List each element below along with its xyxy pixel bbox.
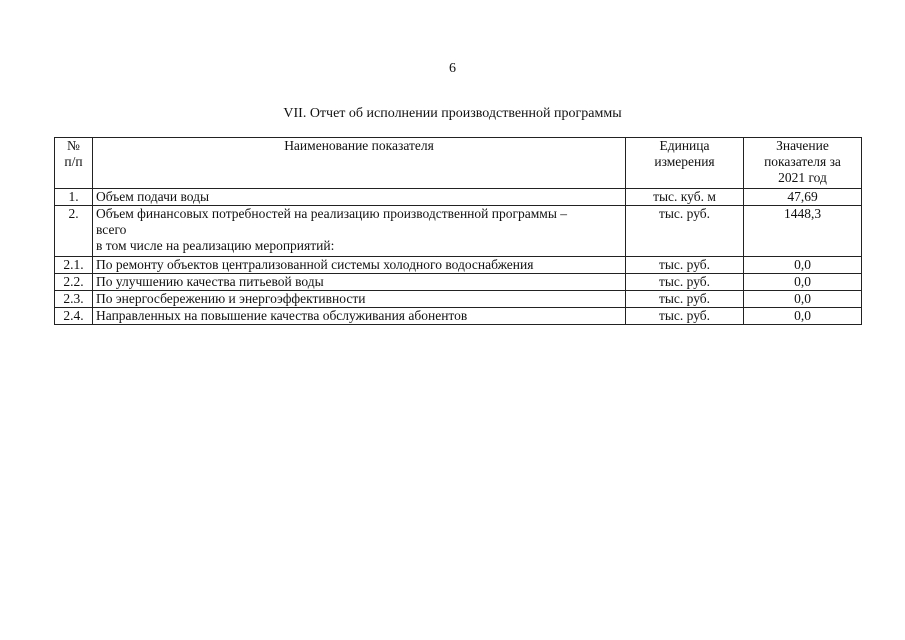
row-name	[93, 206, 626, 257]
row-name-line: По энергосбережению и энергоэффективности	[96, 291, 366, 306]
row-number: 2.3.	[55, 291, 93, 308]
table-row	[55, 308, 862, 325]
header-unit-line1: Единица	[659, 138, 710, 153]
row-name-line: Направленных на повышение качества обслуживания абонентов	[96, 308, 468, 323]
row-name	[93, 189, 626, 206]
row-name	[93, 274, 626, 291]
table-row	[55, 257, 862, 274]
header-value-line1: Значение	[776, 138, 829, 153]
row-number: 2.	[55, 206, 93, 257]
header-unit	[626, 138, 744, 189]
header-value	[744, 138, 862, 189]
row-name	[93, 257, 626, 274]
row-name	[93, 308, 626, 325]
row-value: 0,0	[744, 308, 862, 325]
table-header-row	[55, 138, 862, 189]
header-value-line2: показателя за	[764, 154, 841, 169]
row-unit: тыс. руб.	[626, 291, 744, 308]
row-name-line: Объем подачи воды	[96, 189, 210, 204]
page-number: 6	[449, 61, 456, 76]
section-title: VII. Отчет об исполнении производственной программы	[283, 106, 622, 121]
row-unit: тыс. руб.	[626, 206, 744, 257]
header-value-line3: 2021 год	[778, 170, 827, 185]
row-name-line: Объем финансовых потребностей на реализацию производственной программы –	[96, 206, 568, 221]
table-row	[55, 189, 862, 206]
row-value: 47,69	[744, 189, 862, 206]
row-unit: тыс. руб.	[626, 308, 744, 325]
row-number: 1.	[55, 189, 93, 206]
header-name-text: Наименование показателя	[284, 138, 434, 153]
row-value: 0,0	[744, 257, 862, 274]
row-unit: тыс. руб.	[626, 274, 744, 291]
header-unit-line2: измерения	[654, 154, 715, 169]
table-row	[55, 291, 862, 308]
header-number-line2: п/п	[64, 154, 83, 169]
row-name-line: всего	[96, 222, 127, 237]
row-name-line: в том числе на реализацию мероприятий:	[96, 238, 335, 253]
row-number: 2.4.	[55, 308, 93, 325]
header-number-line1: №	[67, 138, 80, 153]
production-program-table	[54, 137, 862, 325]
row-number: 2.1.	[55, 257, 93, 274]
row-value: 0,0	[744, 291, 862, 308]
header-number	[55, 138, 93, 189]
table-row	[55, 206, 862, 257]
table-row	[55, 274, 862, 291]
row-name-line: По ремонту объектов централизованной системы холодного водоснабжения	[96, 257, 534, 272]
row-name-line: По улучшению качества питьевой воды	[96, 274, 324, 289]
header-indicator-name	[93, 138, 626, 189]
row-unit: тыс. куб. м	[626, 189, 744, 206]
row-name	[93, 291, 626, 308]
row-value: 0,0	[744, 274, 862, 291]
row-value: 1448,3	[744, 206, 862, 257]
row-number: 2.2.	[55, 274, 93, 291]
row-unit: тыс. руб.	[626, 257, 744, 274]
